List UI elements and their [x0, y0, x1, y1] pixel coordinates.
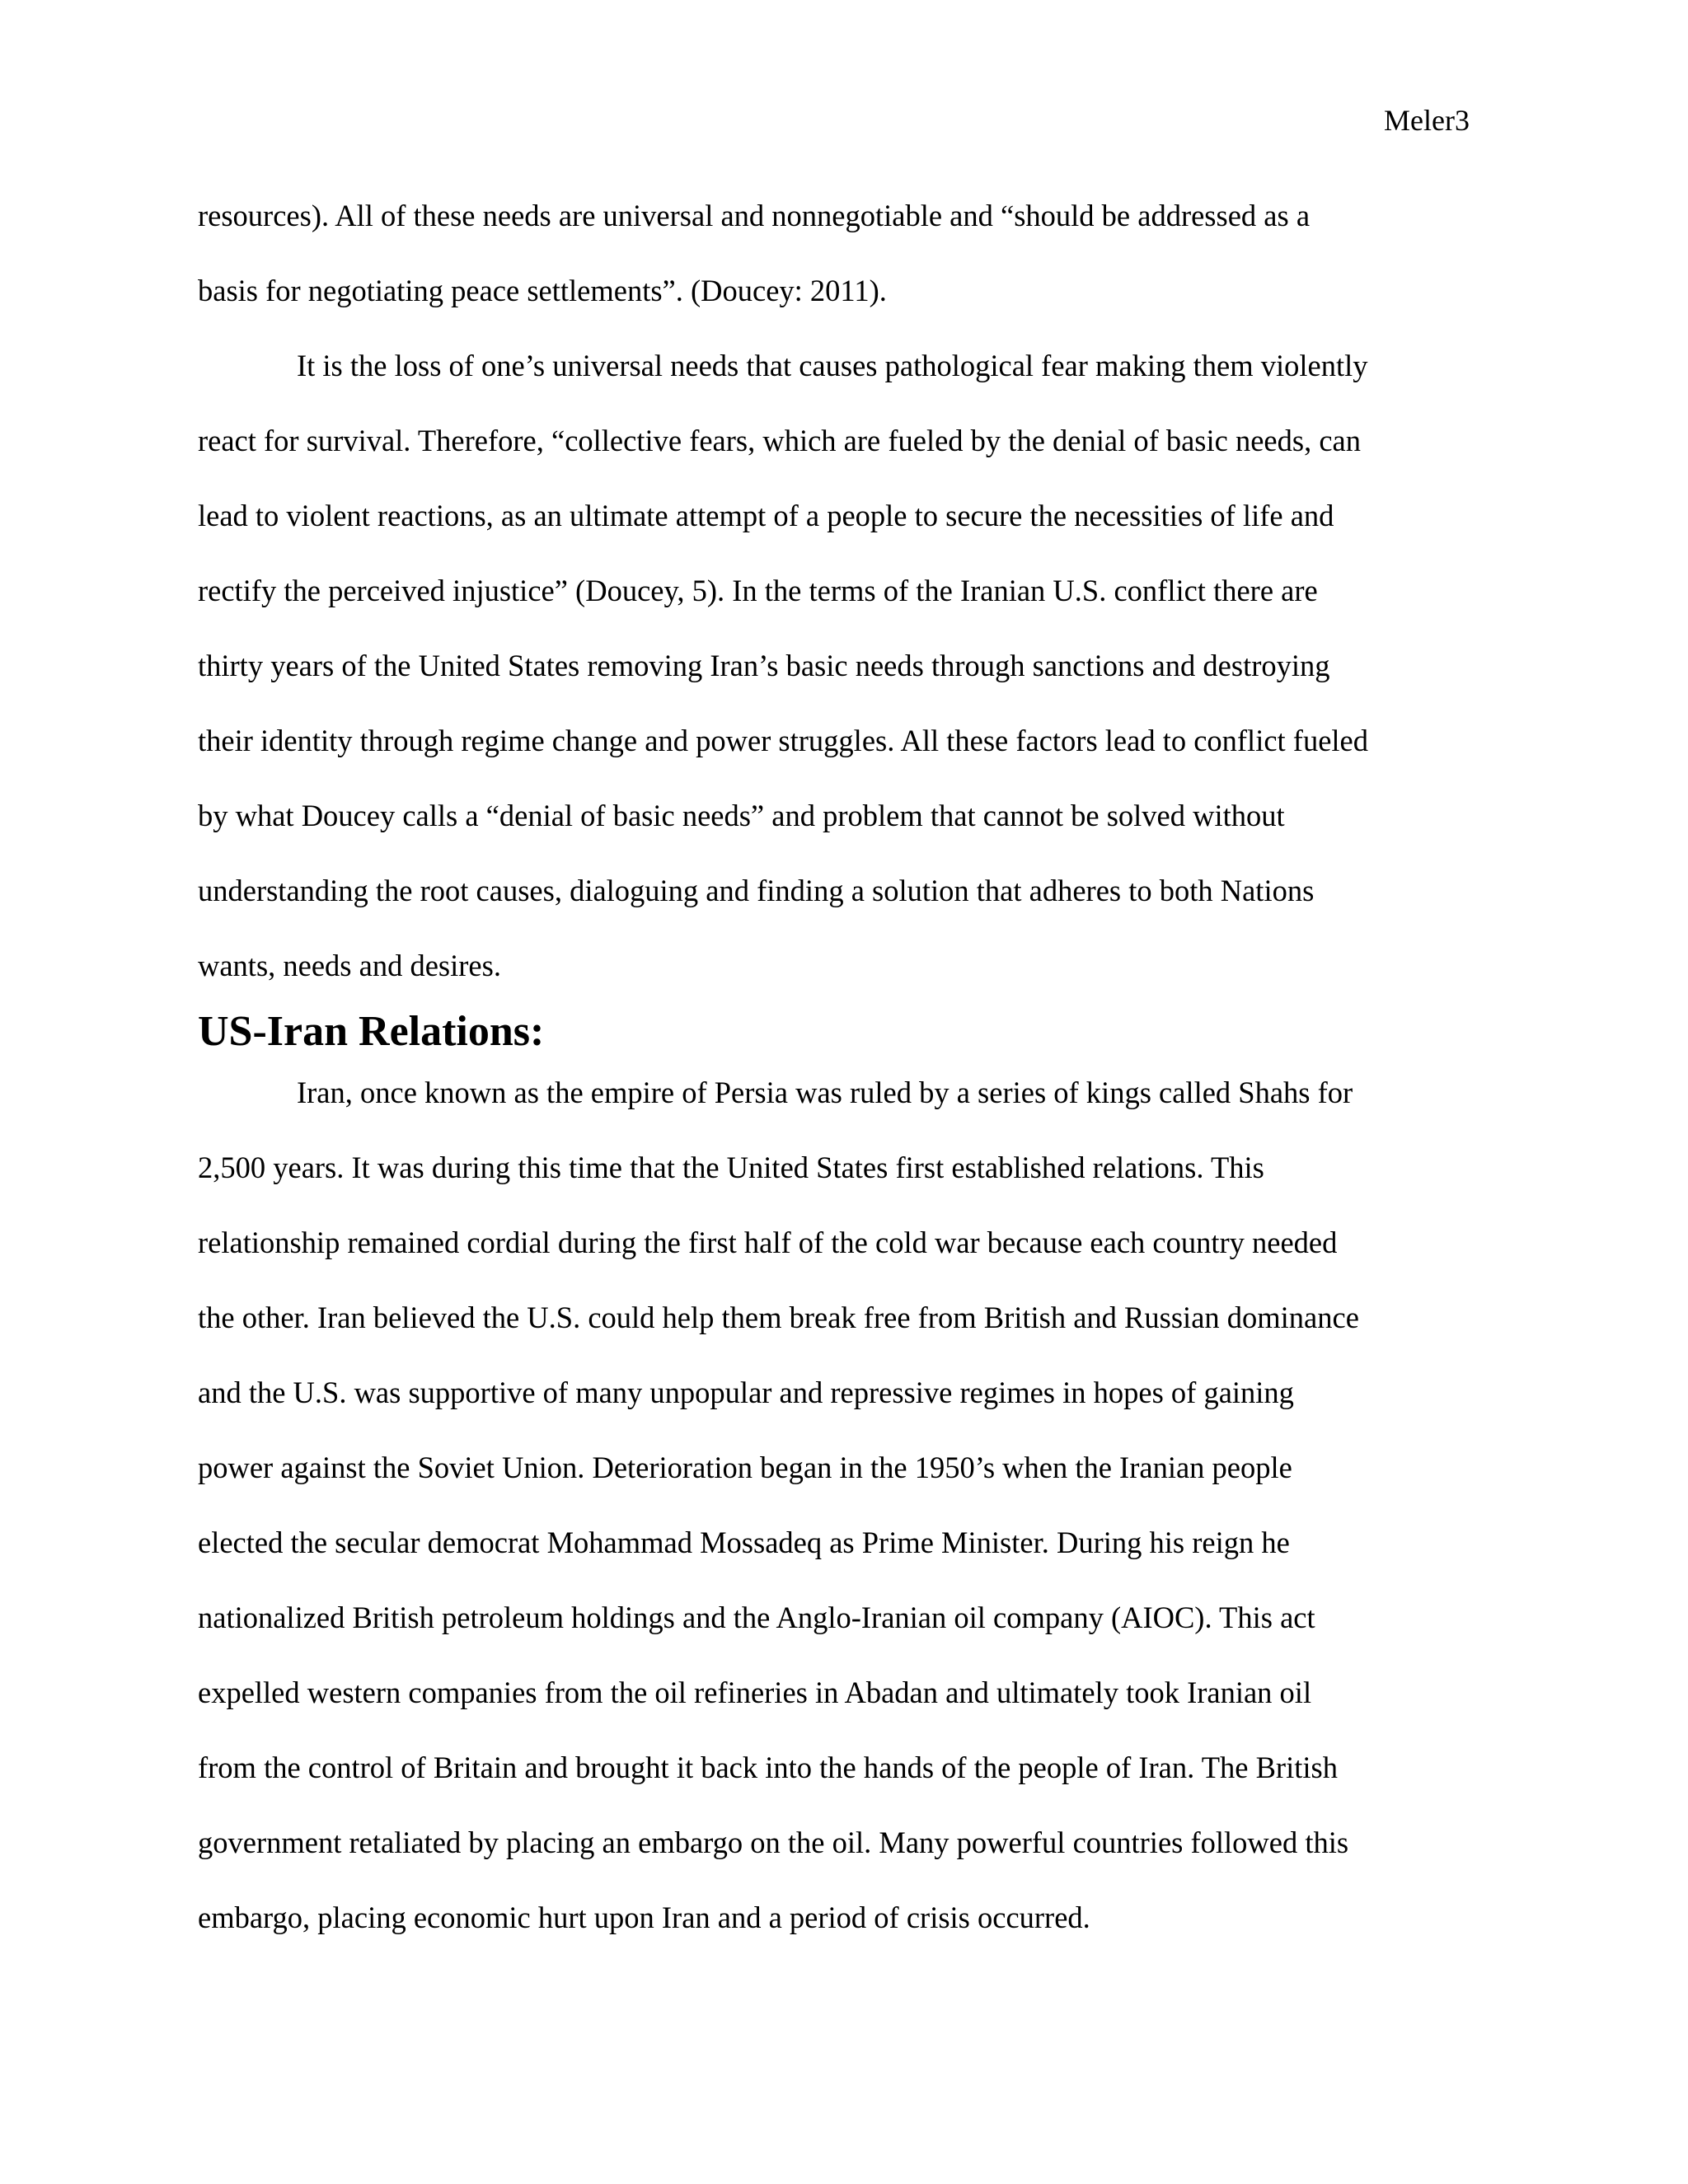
- section-heading: US-Iran Relations:: [198, 1008, 545, 1055]
- body-text-line: understanding the root causes, dialoguing and finding a solution that adheres to both Nations: [198, 874, 1315, 907]
- body-text-line: relationship remained cordial during the first half of the cold war because each country needed: [198, 1226, 1338, 1259]
- running-head-page-number: Meler3: [1384, 104, 1470, 137]
- body-text-line: by what Doucey calls a “denial of basic needs” and problem that cannot be solved without: [198, 799, 1285, 832]
- body-text-line: elected the secular democrat Mohammad Mossadeq as Prime Minister. During his reign he: [198, 1526, 1290, 1559]
- body-text-line: react for survival. Therefore, “collective fears, which are fueled by the denial of basic needs, can: [198, 424, 1361, 457]
- body-text-line: government retaliated by placing an embargo on the oil. Many powerful countries followed this: [198, 1825, 1349, 1859]
- body-text-line: thirty years of the United States removing Iran’s basic needs through sanctions and destroying: [198, 649, 1330, 682]
- body-text-line: It is the loss of one’s universal needs that causes pathological fear making them violently: [297, 349, 1368, 382]
- body-text-line: the other. Iran believed the U.S. could help them break free from British and Russian dominance: [198, 1301, 1359, 1334]
- body-text-line: Iran, once known as the empire of Persia was ruled by a series of kings called Shahs for: [297, 1076, 1353, 1109]
- body-text-line: basis for negotiating peace settlements”. (Doucey: 2011).: [198, 274, 887, 307]
- body-text-line: wants, needs and desires.: [198, 949, 501, 982]
- body-text-line: nationalized British petroleum holdings and the Anglo-Iranian oil company (AIOC). This act: [198, 1601, 1315, 1634]
- body-text-line: power against the Soviet Union. Deterioration began in the 1950’s when the Iranian people: [198, 1451, 1292, 1484]
- body-text-line: their identity through regime change and power struggles. All these factors lead to conflict fueled: [198, 724, 1369, 757]
- body-text-line: expelled western companies from the oil refineries in Abadan and ultimately took Iranian oil: [198, 1675, 1312, 1709]
- body-text-line: and the U.S. was supportive of many unpopular and repressive regimes in hopes of gaining: [198, 1376, 1294, 1409]
- body-text-line: resources). All of these needs are universal and nonnegotiable and “should be addressed as a: [198, 199, 1311, 232]
- body-text-line: 2,500 years. It was during this time that the United States first established relations. This: [198, 1151, 1264, 1184]
- body-text-line: lead to violent reactions, as an ultimate attempt of a people to secure the necessities of life and: [198, 499, 1334, 532]
- body-text-line: embargo, placing economic hurt upon Iran and a period of crisis occurred.: [198, 1900, 1090, 1934]
- body-text-line: from the control of Britain and brought it back into the hands of the people of Iran. The British: [198, 1750, 1338, 1784]
- body-text-line: rectify the perceived injustice” (Doucey, 5). In the terms of the Iranian U.S. conflict there are: [198, 574, 1318, 607]
